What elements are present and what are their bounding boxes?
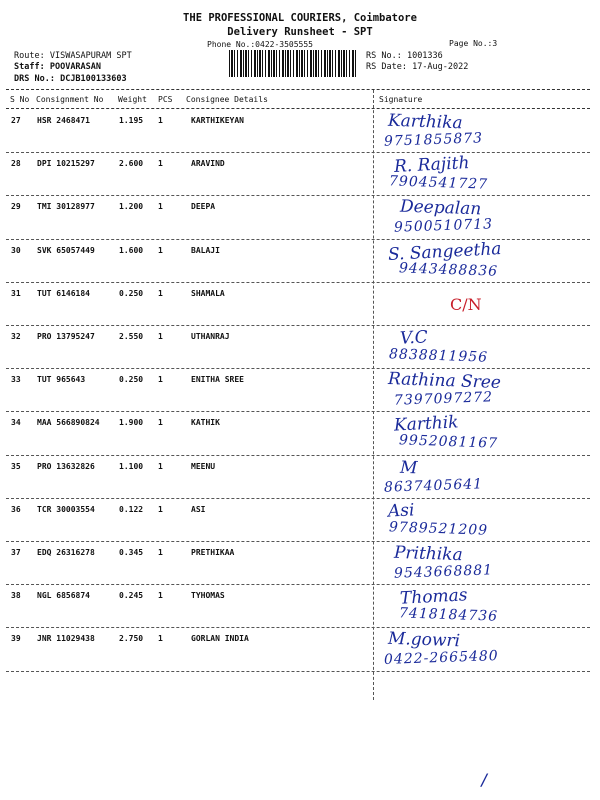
signature-phone: 9543668881 <box>393 562 494 582</box>
weight-value: 0.250 <box>119 288 144 298</box>
consignee-name: ARAVIND <box>191 159 225 169</box>
table-row <box>0 499 600 542</box>
consignee-name: SHAMALA <box>191 288 225 298</box>
signature-phone: 9751855873 <box>383 130 484 150</box>
table-row <box>0 585 600 628</box>
rs-no-label: RS No.: <box>366 51 402 61</box>
signature-scrawl: Asi <box>387 500 415 522</box>
signature-phone: 8637405641 <box>383 475 484 496</box>
footer-mark: / <box>480 770 490 789</box>
consignee-name: KATHIK <box>191 418 220 428</box>
table-row <box>0 110 600 153</box>
pieces-count: 1 <box>158 332 163 341</box>
pieces-count: 1 <box>158 375 163 385</box>
signature-phone: 9952081167 <box>398 432 499 453</box>
signature-area <box>370 628 600 670</box>
signature-phone: 9443488836 <box>398 259 499 280</box>
table-row <box>0 240 600 283</box>
cn-mark: C/N <box>450 294 482 314</box>
consignment-number: PRO 13632826 <box>37 461 95 471</box>
rs-date-label: RS Date: <box>366 62 407 72</box>
consignee-name: ENITHA SREE <box>191 375 244 385</box>
col-consignee: Consignee Details <box>186 95 268 104</box>
header-rule-top <box>6 89 590 90</box>
signature-scrawl: S. Sangeetha <box>387 238 502 265</box>
table-row <box>0 196 600 239</box>
signature-scrawl: Rathina Sree <box>387 369 502 394</box>
serial-number: 30 <box>11 245 21 255</box>
drs-label: DRS No.: <box>14 74 55 84</box>
consignee-name: PRETHIKAA <box>191 548 235 557</box>
signature-area <box>370 369 600 411</box>
pieces-count: 1 <box>158 288 163 298</box>
signature-scrawl: Karthik <box>393 412 459 437</box>
consignment-number: JNR 11029438 <box>37 634 95 644</box>
signature-scrawl: Prithika <box>393 542 463 566</box>
weight-value: 2.550 <box>119 332 144 341</box>
col-consignment: Consignment No <box>36 95 104 104</box>
table-row <box>0 326 600 369</box>
serial-number: 33 <box>11 375 21 385</box>
consignment-number: TMI 30128977 <box>37 202 95 212</box>
consignee-name: DEEPA <box>191 202 216 212</box>
signature-scrawl: R. Rajith <box>393 153 470 178</box>
weight-value: 1.100 <box>119 461 144 471</box>
signature-scrawl: Deepalan <box>399 196 482 220</box>
serial-number: 38 <box>11 591 21 601</box>
barcode <box>229 50 356 77</box>
consignment-number: HSR 2468471 <box>37 116 90 125</box>
weight-value: 2.600 <box>119 159 144 169</box>
weight-value: 1.900 <box>119 418 144 428</box>
header-rule-bottom <box>6 108 590 109</box>
serial-number: 29 <box>11 202 21 212</box>
signature-area <box>370 326 600 368</box>
route-line <box>14 51 132 61</box>
signature-scrawl: M.gowri <box>387 629 461 652</box>
staff-line <box>14 62 101 72</box>
consignment-number: NGL 6856874 <box>37 591 90 601</box>
weight-value: 0.345 <box>119 548 144 557</box>
table-row <box>0 283 600 326</box>
consignment-number: TUT 965643 <box>37 375 86 385</box>
pieces-count: 1 <box>158 548 163 557</box>
col-signature: Signature <box>379 95 423 104</box>
consignment-number: DPI 10215297 <box>37 159 95 169</box>
pieces-count: 1 <box>158 461 163 471</box>
signature-scrawl: Thomas <box>399 585 468 609</box>
consignee-name: TYHOMAS <box>191 591 225 601</box>
signature-area <box>370 456 600 498</box>
drs-line <box>14 74 127 84</box>
document-title: Delivery Runsheet - SPT <box>227 26 373 38</box>
weight-value: 0.245 <box>119 591 144 601</box>
route-label: Route: <box>14 51 45 61</box>
weight-value: 2.750 <box>119 634 144 644</box>
weight-value: 0.122 <box>119 504 144 514</box>
rs-date-value: 17-Aug-2022 <box>412 62 469 72</box>
consignee-name: GORLAN INDIA <box>191 634 249 644</box>
signature-area <box>370 412 600 454</box>
signature-phone: 9789521209 <box>388 519 489 539</box>
table-row <box>0 412 600 455</box>
table-row <box>0 153 600 196</box>
table-row <box>0 628 600 671</box>
page-number: Page No.:3 <box>449 39 498 48</box>
consignee-name: KARTHIKEYAN <box>191 116 244 125</box>
weight-value: 0.250 <box>119 375 144 385</box>
consignment-number: EDQ 26316278 <box>37 548 95 557</box>
signature-scrawl: M <box>399 457 418 478</box>
signature-area <box>370 240 600 282</box>
serial-number: 36 <box>11 504 21 514</box>
table-row <box>0 542 600 585</box>
signature-area <box>370 196 600 238</box>
signature-area <box>370 499 600 541</box>
row-divider <box>6 671 590 672</box>
pieces-count: 1 <box>158 634 163 644</box>
route-value: VISWASAPURAM SPT <box>49 51 132 61</box>
phone-number: Phone No.:0422-3505555 <box>207 40 313 49</box>
staff-value: POOVARASAN <box>49 62 102 72</box>
serial-number: 34 <box>11 418 21 428</box>
consignee-name: BALAJI <box>191 245 220 255</box>
serial-number: 39 <box>11 634 21 644</box>
col-pcs: PCS <box>158 95 173 104</box>
col-sno: S No <box>10 95 30 104</box>
rs-date-line <box>366 62 468 72</box>
staff-label: Staff: <box>14 62 45 72</box>
pieces-count: 1 <box>158 116 163 125</box>
serial-number: 32 <box>11 332 21 341</box>
signature-area <box>370 153 600 195</box>
serial-number: 28 <box>11 159 21 169</box>
drs-value: DCJB100133603 <box>60 74 127 84</box>
signature-phone: 7418184736 <box>398 605 499 625</box>
signature-phone: 0422-2665480 <box>383 648 499 669</box>
consignment-number: TCR 30003554 <box>37 504 95 514</box>
signature-scrawl: V.C <box>399 327 429 349</box>
consignee-name: MEENU <box>191 461 216 471</box>
weight-value: 1.195 <box>119 116 144 125</box>
signature-area <box>370 283 600 325</box>
signature-area <box>370 585 600 627</box>
serial-number: 37 <box>11 548 21 557</box>
pieces-count: 1 <box>158 504 163 514</box>
pieces-count: 1 <box>158 245 163 255</box>
signature-phone: 8838811956 <box>388 346 489 366</box>
signature-area <box>370 542 600 584</box>
serial-number: 31 <box>11 288 21 298</box>
signature-phone: 9500510713 <box>393 216 494 237</box>
pieces-count: 1 <box>158 159 163 169</box>
rs-no-value: 1001336 <box>406 51 443 61</box>
consignee-name: ASI <box>191 504 206 514</box>
consignment-number: SVK 65057449 <box>37 245 95 255</box>
consignment-number: PRO 13795247 <box>37 332 95 341</box>
pieces-count: 1 <box>158 202 163 212</box>
consignee-name: UTHANRAJ <box>191 332 230 341</box>
rs-no-line <box>366 51 443 61</box>
serial-number: 35 <box>11 461 21 471</box>
weight-value: 1.200 <box>119 202 144 212</box>
signature-scrawl: Karthika <box>387 110 463 134</box>
table-row <box>0 369 600 412</box>
pieces-count: 1 <box>158 591 163 601</box>
col-weight: Weight <box>118 95 147 104</box>
weight-value: 1.600 <box>119 245 144 255</box>
consignment-number: TUT 6146184 <box>37 288 90 298</box>
signature-phone: 7397097272 <box>393 389 494 409</box>
company-title: THE PROFESSIONAL COURIERS, Coimbatore <box>183 12 417 24</box>
signature-area <box>370 110 600 152</box>
pieces-count: 1 <box>158 418 163 428</box>
signature-phone: 7904541727 <box>388 173 489 193</box>
table-row <box>0 456 600 499</box>
consignment-number: MAA 566890824 <box>37 418 100 428</box>
serial-number: 27 <box>11 116 21 125</box>
